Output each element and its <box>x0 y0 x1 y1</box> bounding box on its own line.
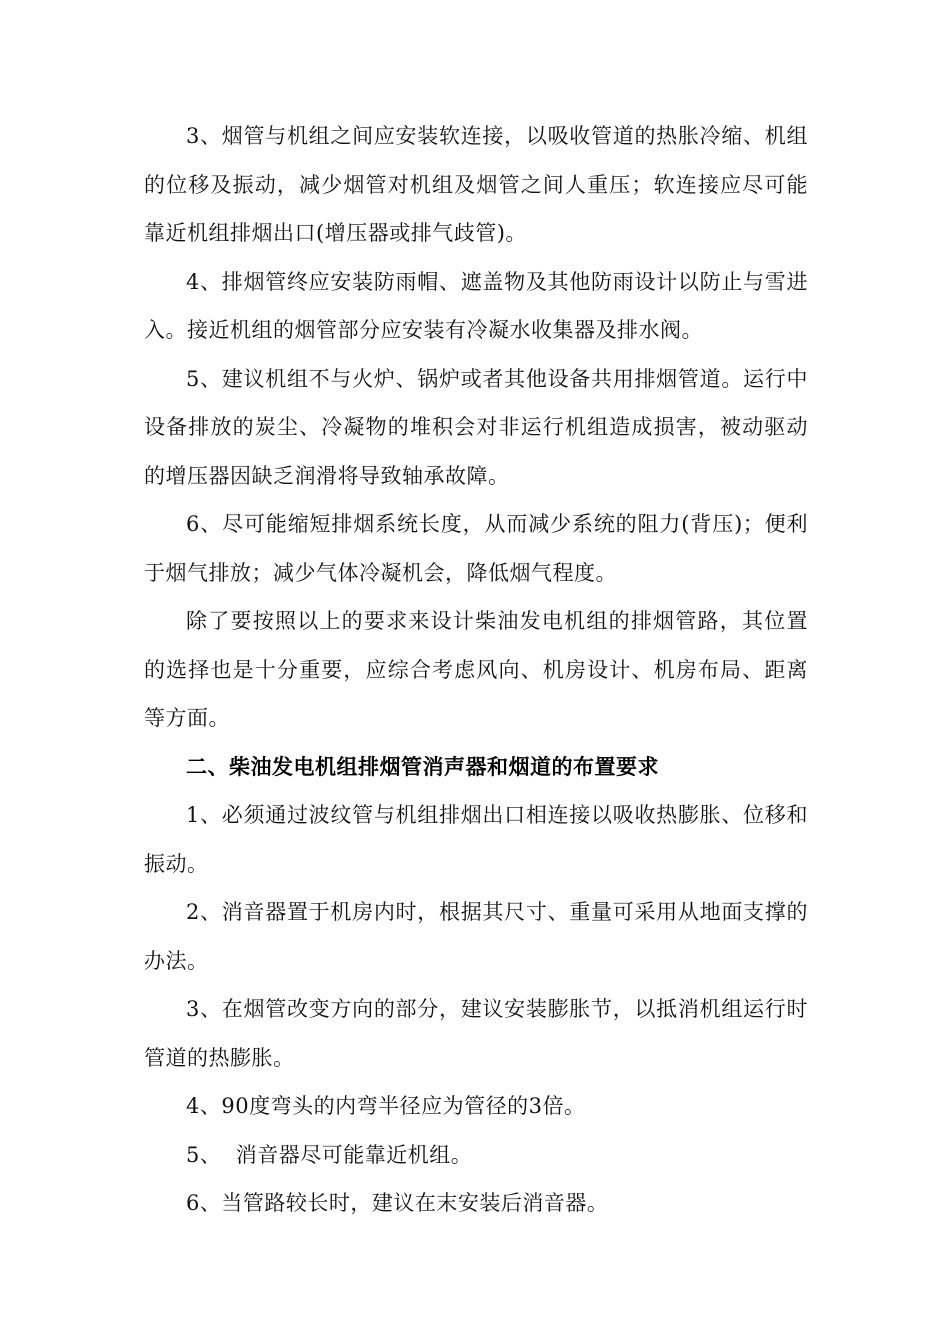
paragraph-location-choice: 除了要按照以上的要求来设计柴油发电机组的排烟管路，其位置的选择也是十分重要，应综合考虑风向、机房设计、机房布局、距离等方面。 <box>144 609 808 730</box>
paragraph-soft-connection: 3、烟管与机组之间应安装软连接，以吸收管道的热胀冷缩、机组的位移及振动，减少烟管对机组及烟管之间人重压；软连接应尽可能靠近机组排烟出口(增压器或排气歧管)。 <box>144 124 808 245</box>
paragraph-rear-muffler: 6、当管路较长时，建议在末安装后消音器。 <box>186 1191 609 1215</box>
paragraph-elbow-radius: 4、90度弯头的内弯半径应为管径的3倍。 <box>186 1094 586 1118</box>
paragraph-expansion-joint: 3、在烟管改变方向的部分，建议安装膨胀节，以抵消机组运行时管道的热膨胀。 <box>144 997 808 1070</box>
document-body <box>144 112 808 1228</box>
paragraph-muffler-near-unit: 5、 消音器尽可能靠近机组。 <box>186 1142 473 1167</box>
section-heading: 二、柴油发电机组排烟管消声器和烟道的布置要求 <box>186 754 659 779</box>
paragraph-shorten-system: 6、尽可能缩短排烟系统长度，从而减少系统的阻力(背压)；便利于烟气排放；减少气体冷凝机会，降低烟气程度。 <box>144 512 808 585</box>
paragraph-shared-exhaust: 5、建议机组不与火炉、锅炉或者其他设备共用排烟管道。运行中设备排放的炭尘、冷凝物的堆积会对非运行机组造成损害，被动驱动的增压器因缺乏润滑将导致轴承故障。 <box>144 366 808 488</box>
paragraph-rain-cap: 4、排烟管终应安装防雨帽、遮盖物及其他防雨设计以防止与雪进入。接近机组的烟管部分应安装有冷凝水收集器及排水阀。 <box>144 269 808 342</box>
paragraph-bellows: 1、必须通过波纹管与机组排烟出口相连接以吸收热膨胀、位移和振动。 <box>144 803 808 876</box>
paragraph-muffler-support: 2、消音器置于机房内时，根据其尺寸、重量可采用从地面支撑的办法。 <box>144 900 808 973</box>
